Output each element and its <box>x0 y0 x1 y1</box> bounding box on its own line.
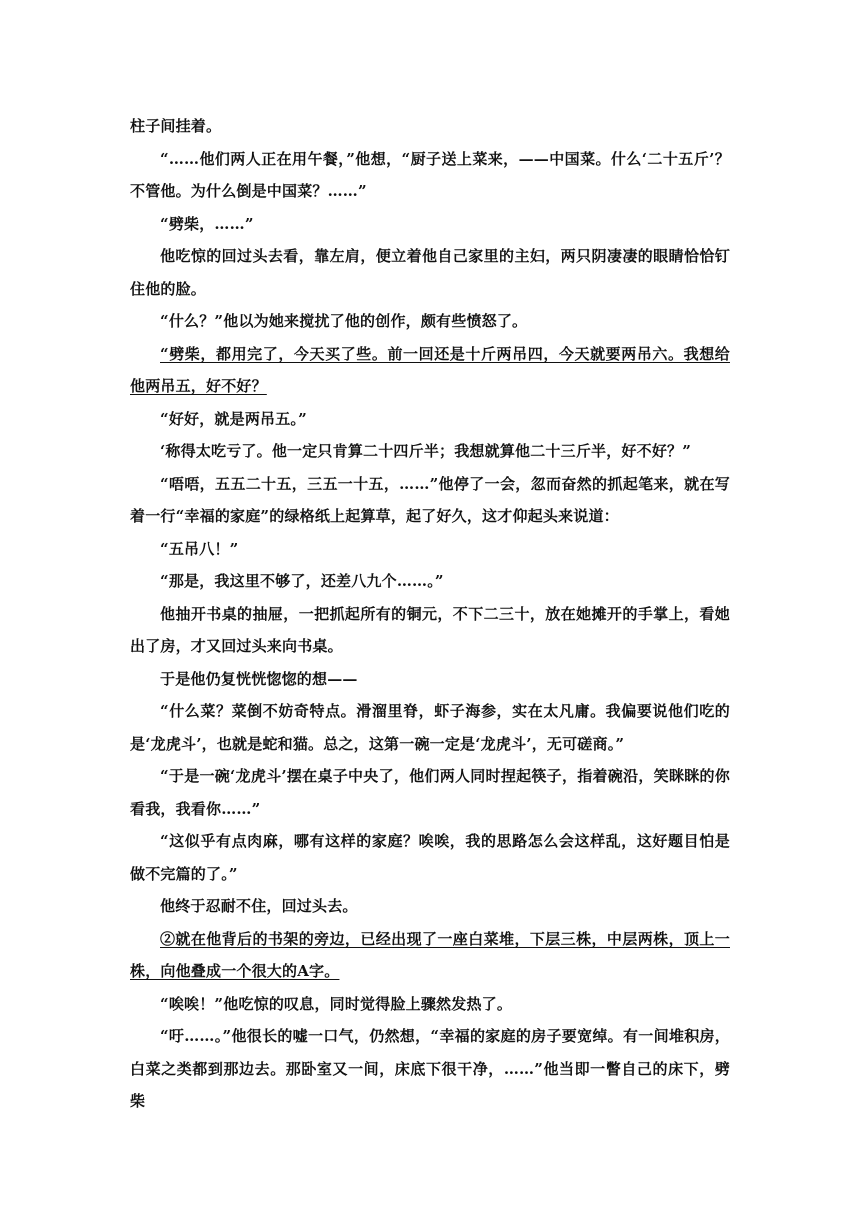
paragraph-2: “……他们两人正在用午餐，”他想，“厨子送上菜来，——中国菜。什么‘二十五斤’？不管他。为什么倒是中国菜？……” <box>130 149 730 200</box>
paragraph-9: “唔唔，五五二十五，三五一十五，……”他停了一会，忽而奋然的抓起笔来，就在写着一行“幸福的家庭”的绿格纸上起算草，起了好久，这才仰起头来说道： <box>130 474 730 525</box>
paragraph-3: “劈柴，……” <box>160 214 254 233</box>
paragraph-17: 他终于忍耐不住，回过头去。 <box>160 897 358 915</box>
paragraph-13: 于是他仍复恍恍惚惚的想—— <box>160 669 358 688</box>
paragraph-10: “五吊八！” <box>160 539 239 558</box>
paragraph-14: “什么菜？菜倒不妨奇特点。滑溜里脊，虾子海参，实在太凡庸。我偏要说他们吃的是‘龙虎斗’，也就是蛇和猫。总之，这第一碗一定是‘龙虎斗’，无可磋商。” <box>130 702 730 753</box>
underlined-paragraph-6: “劈柴，都用完了，今天买了些。前一回还是十斤两吊四，今天就要两吊六。我想给他两吊五，好不好？ <box>130 344 730 395</box>
paragraph-7: “好好，就是两吊五。” <box>160 409 307 428</box>
paragraph-12: 他抽开书桌的抽屉，一把抓起所有的铜元，不下二三十，放在她摊开的手掌上，看她出了房，才又回过头来向书桌。 <box>130 604 730 655</box>
paragraph-1: 柱子间挂着。 <box>130 117 222 135</box>
paragraph-15: “于是一碗‘龙虎斗’摆在桌子中央了，他们两人同时捏起筷子，指着碗沿，笑眯眯的你看我，我看你……” <box>130 767 730 818</box>
story-text <box>130 110 730 1118</box>
paragraph-8: ‘称得太吃亏了。他一定只肯算二十四斤半；我想就算他二十三斤半，好不好？” <box>160 442 692 460</box>
paragraph-4: 他吃惊的回过头去看，靠左肩，便立着他自己家里的主妇，两只阴凄凄的眼睛恰恰钉住他的脸。 <box>130 247 730 298</box>
underlined-paragraph-18: ②就在他背后的书架的旁边，已经出现了一座白菜堆，下层三株，中层两株，顶上一株，向他叠成一个很大的A字。 <box>130 929 730 980</box>
paragraph-16: “这似乎有点肉麻，哪有这样的家庭？唉唉，我的思路怎么会这样乱，这好题目怕是做不完篇的了。” <box>130 832 730 883</box>
paragraph-11: “那是，我这里不够了，还差八九个……。” <box>160 572 444 590</box>
paragraph-19: “唉唉！”他吃惊的叹息，同时觉得脸上骤然发热了。 <box>160 994 513 1013</box>
paragraph-5: “什么？”他以为她来搅扰了他的创作，颇有些愤怒了。 <box>160 312 528 330</box>
paragraph-20: “吁……。”他很长的嘘一口气，仍然想，“幸福的家庭的房子要宽绰。有一间堆积房，白菜之类都到那边去。那卧室又一间，床底下很干净，……”他当即一瞥自己的床下，劈柴 <box>130 1027 730 1110</box>
